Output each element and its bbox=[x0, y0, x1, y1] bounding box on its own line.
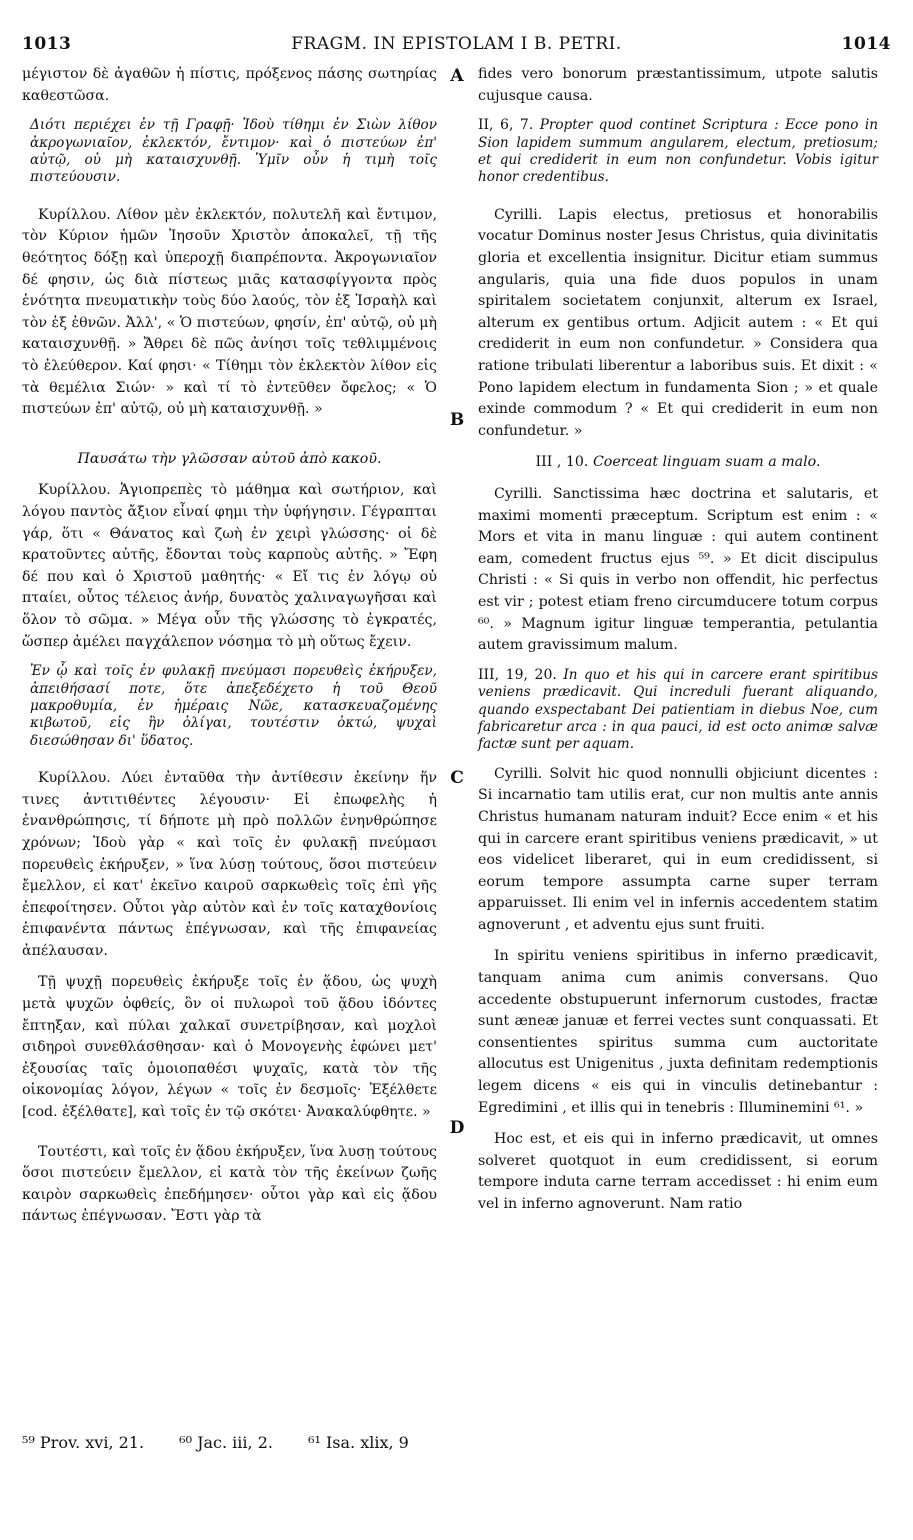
footnotes bbox=[22, 1433, 442, 1452]
latin-paragraph: fides vero bonorum præstantissimum, utpote salutis cujusque causa. bbox=[478, 66, 878, 104]
latin-lemma-text: Propter quod continet Scriptura : Ecce pono in Sion lapidem summum angularem, electum, pretiosum; et qui crediderit in eum non confundetur. Vobis igitur honor credentibus. bbox=[478, 117, 878, 186]
page-number-right: 1014 bbox=[841, 34, 891, 54]
latin-paragraph: Hoc est, et eis qui in inferno prædicavit, ut omnes solveret quotquot in eum credidissent, si eorum tempore induta carne terram accedisset : hi enim eum vel in inferno agnoverunt. Nam ratio bbox=[478, 1131, 878, 1212]
latin-column bbox=[478, 64, 878, 1216]
footnote: ⁶¹ Isa. xlix, 9 bbox=[308, 1433, 409, 1452]
greek-lemma: Ἐν ᾧ καὶ τοῖς ἐν φυλακῇ πνεύμασι πορευθεὶς ἐκήρυξεν, ἀπειθήσασί ποτε, ὅτε ἀπεξεδέχετο ἡ τοῦ Θεοῦ μακροθυμία, ἐν ἡμέραις Νῶε, κατασκευαζομένης κιβωτοῦ, εἰς ἣν ὀλίγαι, τουτέστιν ὀκτώ, ψυχαὶ διεσώθησαν δι' ὕδατος. bbox=[30, 663, 437, 749]
greek-paragraph: Κυρίλλου. Λίθον μὲν ἐκλεκτόν, πολυτελῆ καὶ ἔντιμον, τὸν Κύριον ἡμῶν Ἰησοῦν Χριστὸν ἀποκαλεῖ, τῇ τῆς θεότητος δόξῃ καὶ ὑπεροχῇ διαπρέποντα. Ἀκρογωνιαῖον δέ φησιν, ὡς διὰ πίστεως μιᾶς κατασφίγγοντα πρὸς ἑνότητα πνευματικὴν τοὺς δύο λαούς, τὸν ἐξ Ἰσραὴλ καὶ τὸν ἐξ ἐθνῶν. Ἀλλ', « Ὁ πιστεύων, φησίν, ἐπ' αὐτῷ, οὐ μὴ καταισχυνθῇ. » Ἄθρει δὲ πῶς ἀνίησι τοῖς τεθλιμμένοις τὸ ἐλεύθερον. Καί φησι· « Τίθημι τὸν ἐκλεκτὸν λίθον εἰς τὰ θεμέλια Σιών· » καὶ τί τὸ ἐντεῦθεν ὄφελος; « Ὁ πιστεύων ἐπ' αὐτῷ, οὐ μὴ καταισχυνθῇ. » bbox=[22, 206, 437, 418]
latin-paragraph: Cyrilli. Solvit hic quod nonnulli objiciunt dicentes : Si incarnatio tam utilis erat, cur non multis ante annis Christus humanam naturam induit? Ecce enim « et his qui in carcere erant spiritibus veniens prædicavit, » ut eos videlicet liberaret, qui in eum credidissent, si eorum tempore assumpta carne super terram apparuisset. Ili enim vel in infernis accedentem statim agnoverunt , et adventu ejus sunt fruiti. bbox=[478, 765, 878, 933]
latin-paragraph: Cyrilli. Sanctissima hæc doctrina et salutaris, et maximi momenti præceptum. Scriptum est enim : « Mors et vita in manu linguæ : qui autem continent eam, comedent fructus ejus ⁵⁹. » Et dicit discipulus Christi : « Si quis in verbo non offendit, hic perfectus est vir ; potest etiam freno circumducere totum corpus ⁶⁰. » Magnum igitur linguæ temperantia, petulantia autem gravissimum malum. bbox=[478, 485, 878, 654]
page-number-left: 1013 bbox=[22, 34, 72, 54]
margin-letter-d: D bbox=[449, 1118, 465, 1138]
greek-paragraph: Τῇ ψυχῇ πορευθεὶς ἐκήρυξε τοῖς ἐν ᾅδου, ὡς ψυχὴ μετὰ ψυχῶν ὀφθείς, ὃν οἱ πυλωροὶ τοῦ ᾅδου ἰδόντες ἔπτηξαν, καὶ πύλαι χαλκαῖ συνετρίβησαν, καὶ μοχλοὶ σιδηροὶ συνεθλάσθησαν· καὶ ὁ Μονογενὴς ἐφώνει μετ' ἐξουσίας ταῖς ὁμοιοπαθέσι ψυχαῖς, κατὰ τὸν τῆς οἰκονομίας λόγον, λέγων « τοῖς ἐν δεσμοῖς· Ἐξέλθετε [cod. ἐξέλθατε], καὶ τοῖς ἐν τῷ σκότει· Ἀνακαλύφθητε. » bbox=[22, 974, 437, 1121]
greek-paragraph: μέγιστον δὲ ἀγαθῶν ἡ πίστις, πρόξενος πάσης σωτηρίας καθεστῶσα. bbox=[22, 66, 437, 104]
latin-lemma bbox=[478, 117, 878, 187]
latin-lemma bbox=[478, 667, 878, 754]
latin-section-heading bbox=[478, 452, 878, 474]
greek-section-heading: Παυσάτω τὴν γλῶσσαν αὐτοῦ ἀπὸ κακοῦ. bbox=[77, 450, 382, 467]
footnote: ⁵⁹ Prov. xvi, 21. bbox=[22, 1433, 145, 1452]
latin-heading-text: Coerceat linguam suam a malo. bbox=[592, 454, 821, 471]
verse-reference: III , 10. bbox=[535, 454, 589, 471]
verse-reference: III, 19, 20. bbox=[478, 666, 557, 683]
greek-column bbox=[22, 64, 437, 1228]
latin-lemma-text: In quo et his qui in carcere erant spiritibus veniens prædicavit. Qui increduli fuerant aliquando, quando exspectabant Dei patientiam in diebus Noe, cum fabricaretur arca : in qua pauci, id est octo animæ salvæ factæ sunt per aquam. bbox=[478, 666, 878, 753]
running-title: FRAGM. IN EPISTOLAM I B. PETRI. bbox=[291, 34, 622, 54]
running-header bbox=[22, 28, 891, 58]
greek-lemma: Διότι περιέχει ἐν τῇ Γραφῇ· Ἰδοὺ τίθημι ἐν Σιὼν λίθον ἀκρογωνιαῖον, ἐκλεκτόν, ἔντιμον· καὶ ὁ πιστεύων ἐπ' αὐτῷ, οὐ μὴ καταισχυνθῇ. Ὑμῖν οὖν ἡ τιμὴ τοῖς πιστεύουσιν. bbox=[30, 117, 437, 186]
margin-letter-a: A bbox=[450, 66, 464, 86]
greek-paragraph: Κυρίλλου. Λύει ἐνταῦθα τὴν ἀντίθεσιν ἐκείνην ἥν τινες ἀντιτιθέντες λέγουσιν· Εἰ ἐπωφελὴς ἡ ἐνανθρώπησις, τί δήποτε μὴ πρὸ πολλῶν ἐνηνθρώπησε χρόνων; Ἰδοὺ γὰρ « καὶ τοῖς ἐν φυλακῇ πνεύμασι πορευθεὶς ἐκήρυξεν, » ἵνα λύσῃ τούτους, ὅσοι πιστεύειν ἔμελλον, εἰ κατ' ἐκεῖνο καιροῦ σαρκωθεὶς τοῖς ἐπὶ γῆς ἐπεφοίτησεν. Οὗτοι γὰρ αὐτὸν καὶ ἐν τοῖς καταχθονίοις ἐπιφανέντα πάντως ἐπέγνωσαν, καὶ τῆς ἐπιφανείας ἀπέλαυσαν. bbox=[22, 770, 437, 959]
margin-letter-b: B bbox=[449, 410, 465, 430]
greek-paragraph: Κυρίλλου. Ἁγιοπρεπὲς τὸ μάθημα καὶ σωτήριον, καὶ λόγου παντὸς ἄξιον εἶναί φημι τὴν ὑφήγησιν. Γέγραπται γάρ, ὅτι « Θάνατος καὶ ζωὴ ἐν χειρὶ γλώσσης· οἱ δὲ κρατοῦντες αὐτῆς, ἔδονται τοὺς καρποὺς αὐτῆς. » Ἔφη δέ που καὶ ὁ Χριστοῦ μαθητής· « Εἴ τις ἐν λόγῳ οὐ πταίει, οὗτος τέλειος ἀνήρ, δυνατὸς χαλιναγωγῆσαι καὶ ὅλον τὸ σῶμα. » Μέγα οὖν τῆς γλώσσης τὸ ἐγκρατές, ὥσπερ ἀμέλει παγχάλεπον νόσημα τὸ μὴ οὕτως ἔχειν. bbox=[22, 482, 437, 650]
greek-paragraph: Τουτέστι, καὶ τοῖς ἐν ᾅδου ἐκήρυξεν, ἵνα λυσῃ τούτους ὅσοι πιστεύειν ἔμελλον, εἰ κατὰ τὸν τῆς ἐκείνων ζωῆς καιρὸν σαρκωθεὶς ἐπεδήμησεν· οὗτοι γὰρ καὶ εἰς ᾅδου πάντως ἐπέγνωσαν. Ἔστι γὰρ τὰ bbox=[22, 1143, 437, 1225]
latin-paragraph: In spiritu veniens spiritibus in inferno prædicavit, tanquam anima cum animis conversans. Quo accedente obstupuerunt infernorum custodes, fractæ sunt æneæ januæ et ferrei vectes sunt conquassati. Et consentientes spiritus summa cum auctoritate allocutus est Unigenitus , juxta definitam redemptionis legem dicens « eis qui in vinculis detinebantur : Egredimini , et illis qui in tenebris : Illuminemini ⁶¹. » bbox=[478, 948, 878, 1116]
footnote: ⁶⁰ Jac. iii, 2. bbox=[179, 1433, 273, 1452]
latin-paragraph: Cyrilli. Lapis electus, pretiosus et honorabilis vocatur Dominus noster Jesus Christus, quia divinitatis gloria et excellentia insignitur. Dicitur etiam summus angularis, quia una fide duos populos in unam spiritalem societatem conjunxit, alterum ex Israel, alterum ex gentibus ortum. Adjicit autem : « Et qui crediderit in eum non confundetur. » Considera qua ratione tribulati liberentur a laboribus suis. Et dixit : « Pono lapidem electum in fundamenta Sion ; » et quale exinde commodum ? « Et qui crediderit in eum non confundetur. » bbox=[478, 206, 878, 439]
margin-letter-c: C bbox=[450, 768, 464, 788]
verse-reference: II, 6, 7. bbox=[478, 117, 534, 134]
